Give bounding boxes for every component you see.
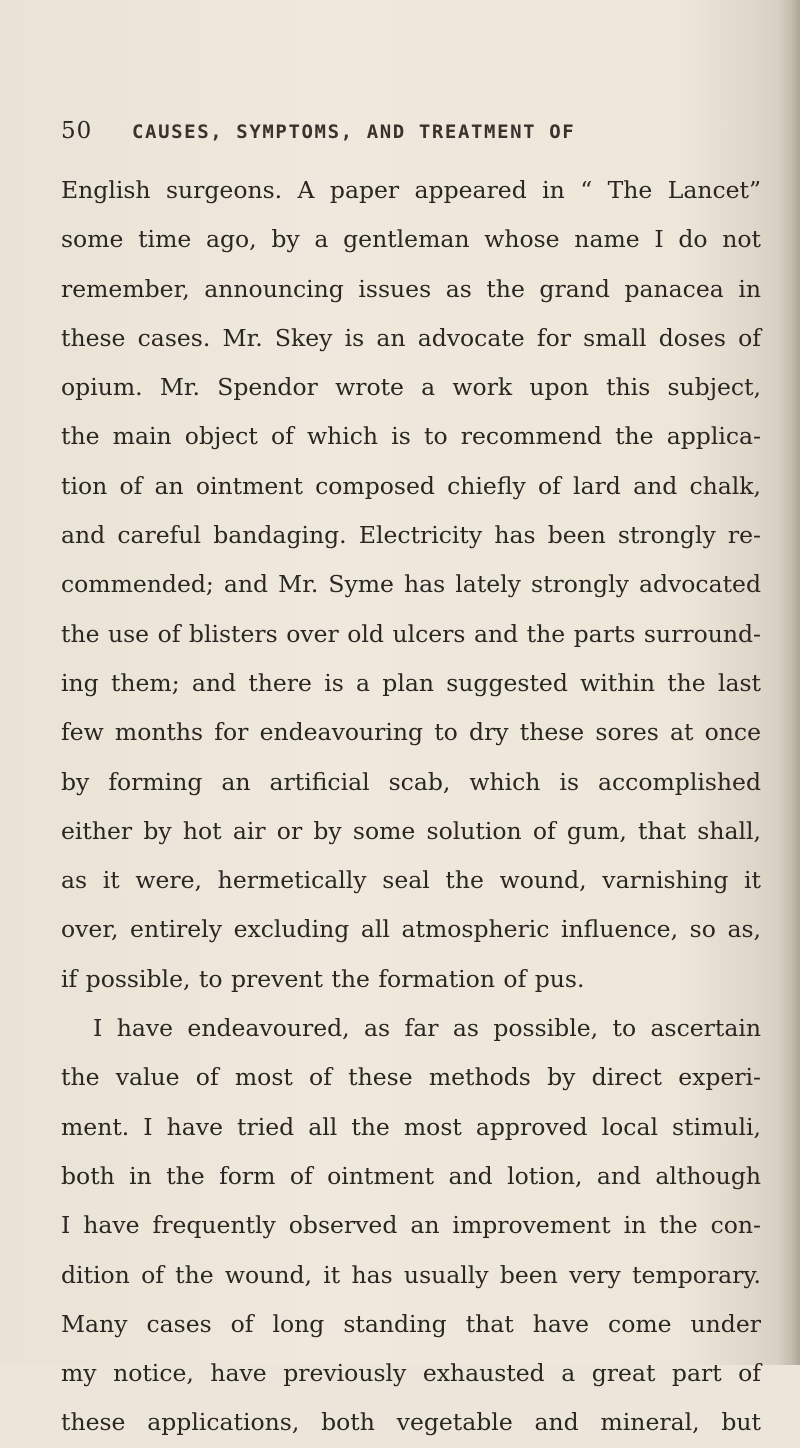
text-line: over, entirely excluding all atmospheric influence, so as,	[61, 915, 761, 944]
text-line: ing them; and there is a plan suggested within the last	[61, 668, 761, 697]
text-line: commended; and Mr. Syme has lately strongly advocated	[61, 570, 761, 599]
page-header	[0, 118, 800, 148]
text-line: these applications, both vegetable and mineral, but	[61, 1408, 761, 1437]
text-line: and careful bandaging. Electricity has been strongly re-	[61, 521, 761, 550]
text-line: the main object of which is to recommend the applica-	[61, 422, 761, 451]
running-head: CAUSES, SYMPTOMS, AND TREATMENT OF	[132, 121, 576, 143]
page-number: 50	[61, 118, 93, 144]
text-line: I have frequently observed an improvement in the con-	[61, 1211, 761, 1240]
text-line: both in the form of ointment and lotion, and although	[61, 1161, 761, 1190]
text-line: if possible, to prevent the formation of pus.	[61, 964, 585, 993]
text-line: my notice, have previously exhausted a great part of	[61, 1359, 761, 1388]
text-line: either by hot air or by some solution of gum, that shall,	[61, 816, 761, 845]
text-line: by forming an artificial scab, which is accomplished	[61, 767, 761, 796]
text-line: opium. Mr. Spendor wrote a work upon this subject,	[61, 373, 761, 402]
text-line: English surgeons. A paper appeared in “ The Lancet”	[61, 176, 761, 204]
text-line: few months for endeavouring to dry these sores at once	[61, 718, 761, 747]
page-edge-shadow	[778, 0, 800, 1365]
text-line: these cases. Mr. Skey is an advocate for small doses of	[61, 323, 761, 352]
text-line: remember, announcing issues as the grand panacea in	[61, 274, 761, 303]
text-line: the use of blisters over old ulcers and the parts surround-	[61, 619, 761, 648]
text-line: tion of an ointment composed chiefly of lard and chalk,	[61, 471, 761, 500]
text-line: some time ago, by a gentleman whose name I do not	[61, 225, 761, 254]
text-line: Many cases of long standing that have come under	[61, 1309, 761, 1338]
text-line: dition of the wound, it has usually been very temporary.	[61, 1260, 761, 1289]
text-line: ment. I have tried all the most approved local stimuli,	[61, 1112, 761, 1141]
text-line: as it were, hermetically seal the wound, varnishing it	[61, 866, 761, 895]
body-text	[61, 166, 761, 1448]
text-line: the value of most of these methods by direct experi-	[61, 1063, 761, 1092]
paragraph-start-line: I have endeavoured, as far as possible, to ascertain	[93, 1014, 761, 1043]
